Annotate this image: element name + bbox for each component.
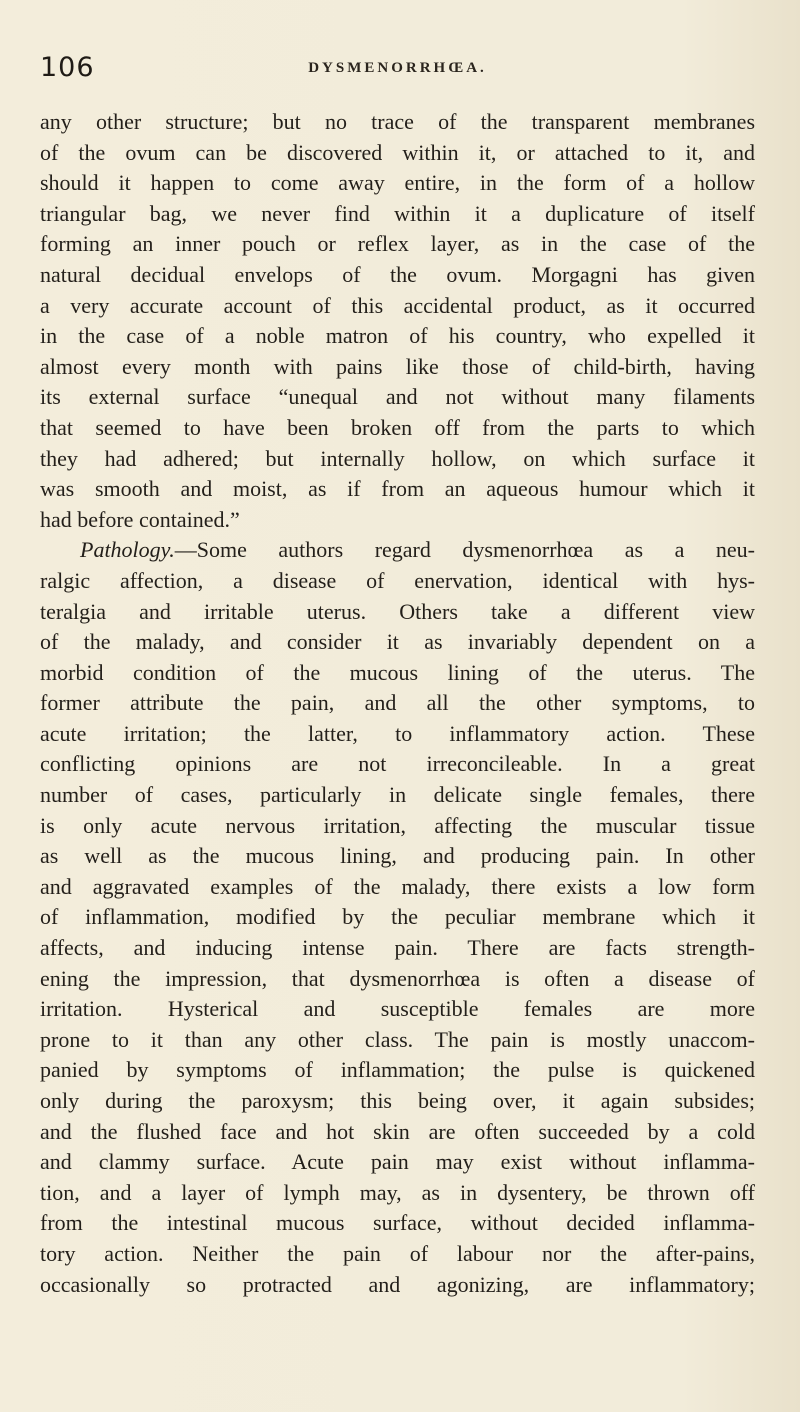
text-line: irritation. Hysterical and susceptible females are more bbox=[40, 996, 755, 1022]
text-line: panied by symptoms of inflammation; the pulse is quickened bbox=[40, 1057, 755, 1083]
page-header bbox=[40, 52, 755, 92]
text-line: that seemed to have been broken off from the parts to which bbox=[40, 414, 755, 440]
text-line: number of cases, particularly in delicate single females, there bbox=[40, 782, 755, 808]
running-head: DYSMENORRHŒA. bbox=[308, 60, 487, 76]
text-line: conflicting opinions are not irreconcileable. In a great bbox=[40, 751, 755, 777]
body-text bbox=[40, 107, 755, 1300]
pathology-lead-text: —Some authors regard dysmenorrhœa as a neu- bbox=[174, 537, 755, 563]
text-line: triangular bag, we never find within it a duplicature of itself bbox=[40, 200, 755, 226]
text-line: of inflammation, modified by the peculiar membrane which it bbox=[40, 904, 755, 930]
text-line: prone to it than any other class. The pain is mostly unaccom- bbox=[40, 1026, 755, 1052]
text-line: and the flushed face and hot skin are often succeeded by a cold bbox=[40, 1118, 755, 1144]
text-line: ening the impression, that dysmenorrhœa is often a disease of bbox=[40, 965, 755, 991]
text-line: and aggravated examples of the malady, there exists a low form bbox=[40, 873, 755, 899]
text-line: almost every month with pains like those of child-birth, having bbox=[40, 353, 755, 379]
text-line: tory action. Neither the pain of labour nor the after-pains, bbox=[40, 1240, 755, 1266]
pathology-first-line bbox=[40, 535, 755, 566]
text-line: a very accurate account of this accidental product, as it occurred bbox=[40, 292, 755, 318]
text-line: former attribute the pain, and all the other symptoms, to bbox=[40, 690, 755, 716]
text-line: affects, and inducing intense pain. There are facts strength- bbox=[40, 935, 755, 961]
text-line: from the intestinal mucous surface, without decided inflamma- bbox=[40, 1210, 755, 1236]
text-line: in the case of a noble matron of his country, who expelled it bbox=[40, 323, 755, 349]
text-line: its external surface “unequal and not without many filaments bbox=[40, 384, 755, 410]
text-line: had before contained.” bbox=[40, 506, 240, 532]
text-line: and clammy surface. Acute pain may exist without inflamma- bbox=[40, 1149, 755, 1175]
text-line: of the malady, and consider it as invariably dependent on a bbox=[40, 629, 755, 655]
text-line: of the ovum can be discovered within it, or attached to it, and bbox=[40, 139, 755, 165]
text-line: occasionally so protracted and agonizing, are inflammatory; bbox=[40, 1271, 755, 1297]
text-line: ralgic affection, a disease of enervation, identical with hys- bbox=[40, 567, 755, 593]
text-line: should it happen to come away entire, in the form of a hollow bbox=[40, 170, 755, 196]
text-line: is only acute nervous irritation, affecting the muscular tissue bbox=[40, 812, 755, 838]
text-line: natural decidual envelops of the ovum. Morgagni has given bbox=[40, 261, 755, 287]
pathology-heading: Pathology. bbox=[80, 537, 175, 563]
text-line: teralgia and irritable uterus. Others take a different view bbox=[40, 598, 755, 624]
text-line: forming an inner pouch or reflex layer, as in the case of the bbox=[40, 231, 755, 257]
text-line: any other structure; but no trace of the transparent membranes bbox=[40, 109, 755, 134]
page-number: 106 bbox=[40, 52, 95, 83]
text-line: was smooth and moist, as if from an aqueous humour which it bbox=[40, 476, 755, 502]
text-line: as well as the mucous lining, and producing pain. In other bbox=[40, 843, 755, 869]
text-line: they had adhered; but internally hollow, on which surface it bbox=[40, 445, 755, 471]
text-line: acute irritation; the latter, to inflammatory action. These bbox=[40, 720, 755, 746]
text-line: tion, and a layer of lymph may, as in dysentery, be thrown off bbox=[40, 1179, 755, 1205]
text-line: only during the paroxysm; this being over, it again subsides; bbox=[40, 1088, 755, 1113]
text-line: morbid condition of the mucous lining of the uterus. The bbox=[40, 659, 755, 685]
